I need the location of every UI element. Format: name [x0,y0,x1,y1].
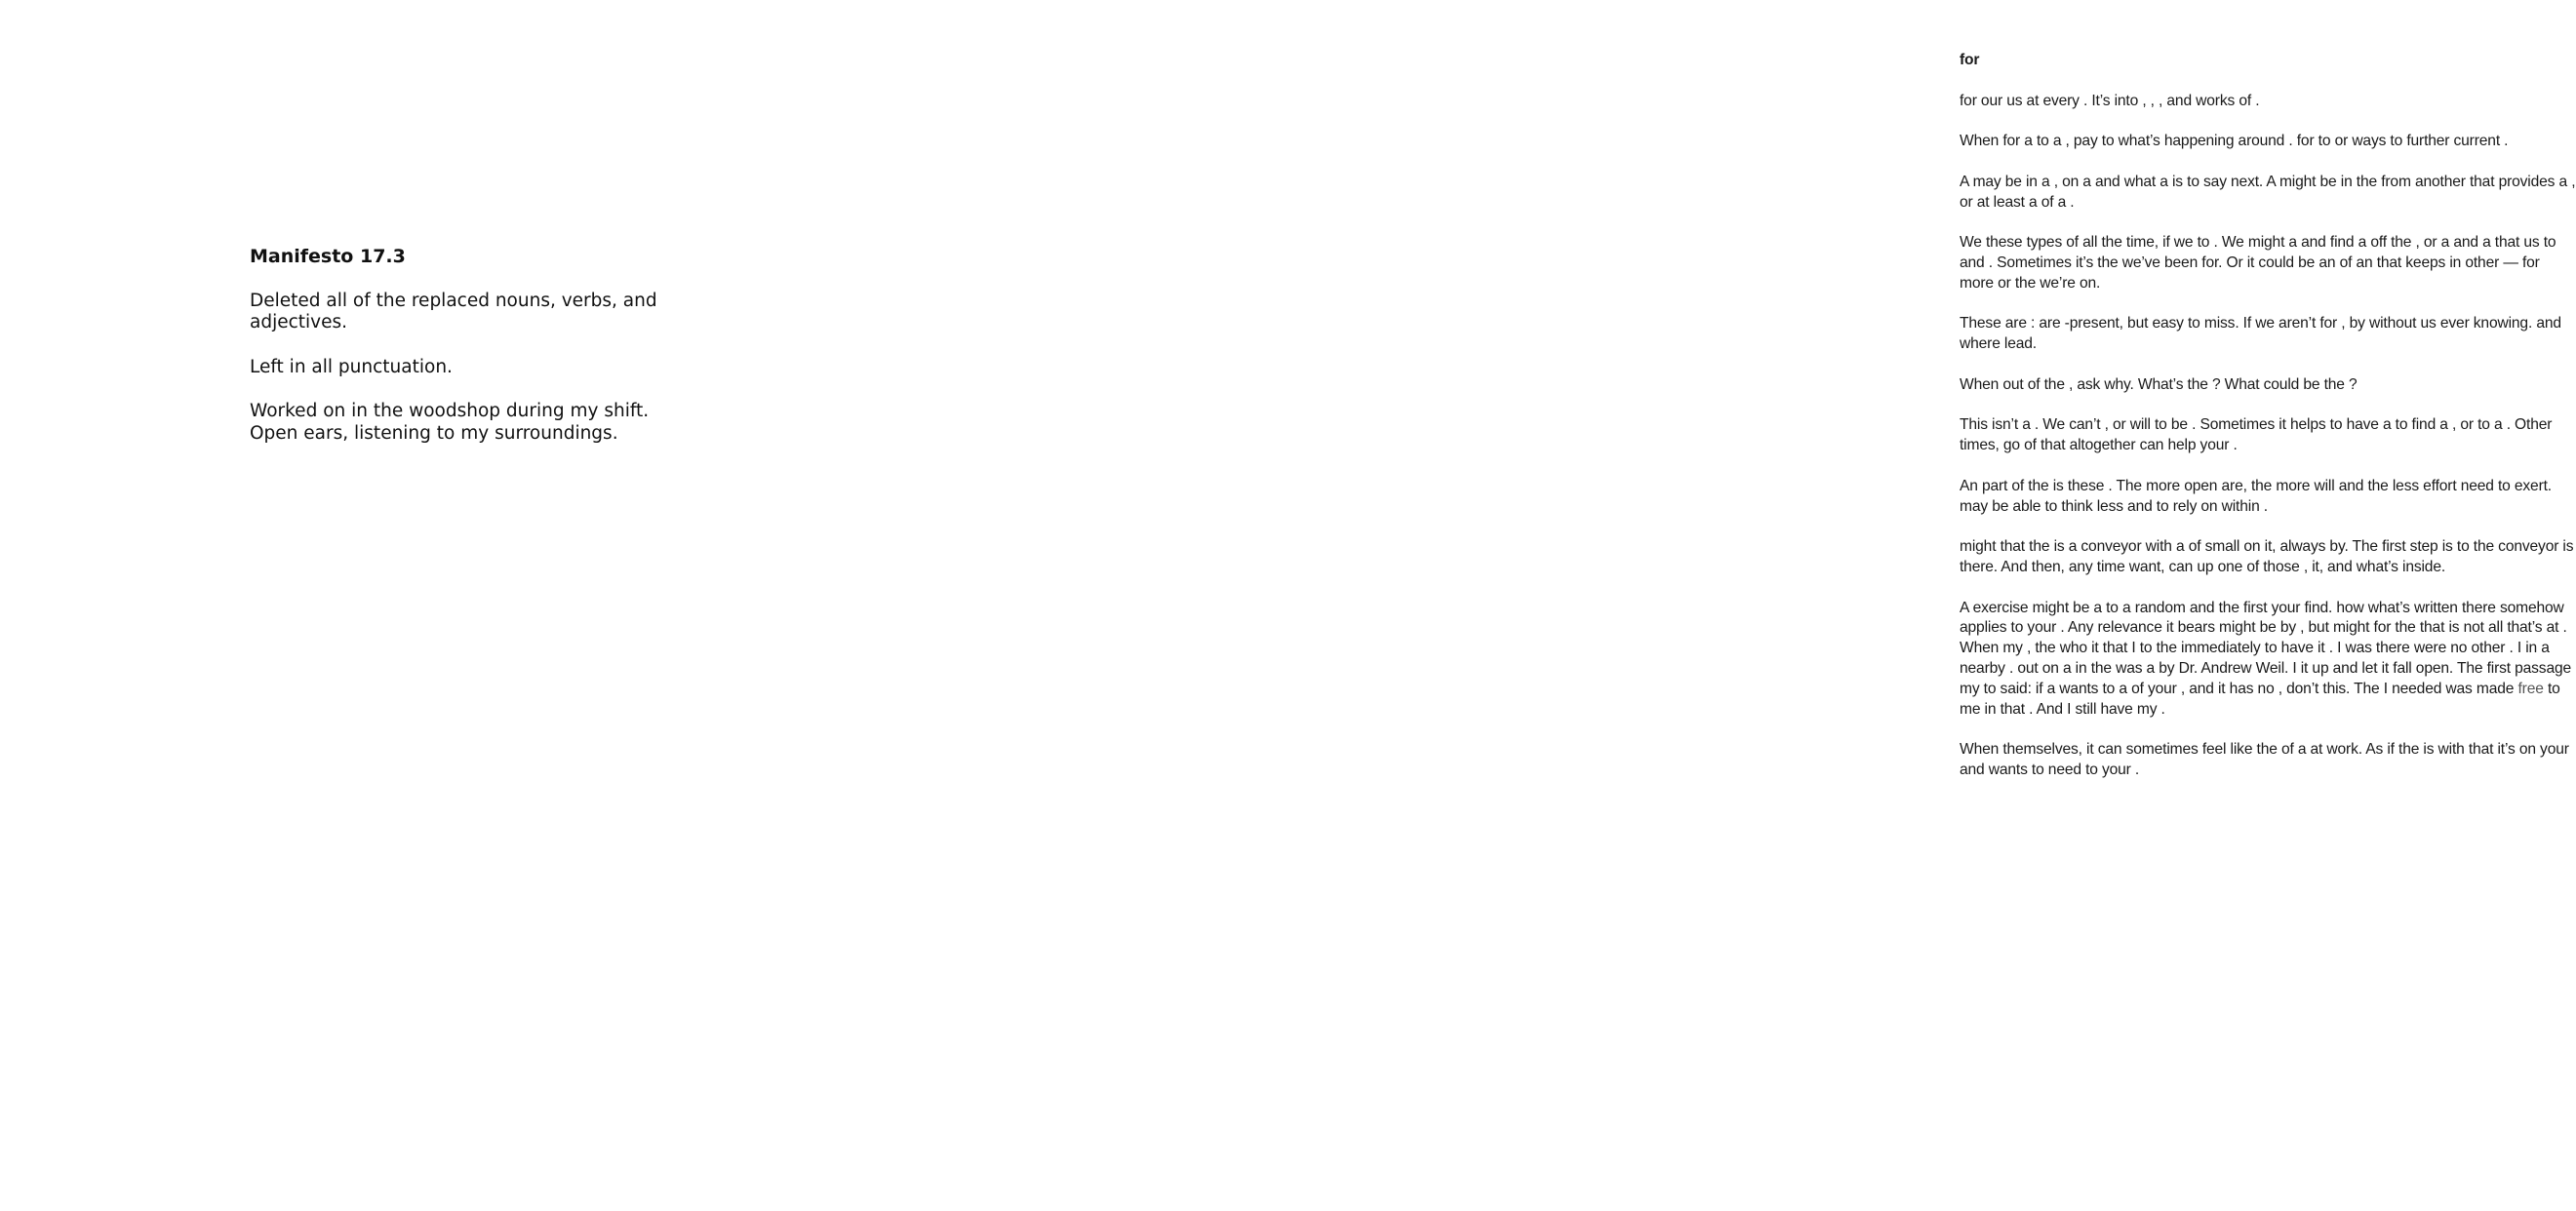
manifesto-notes [250,246,698,467]
body-paragraph: These are : are -present, but easy to miss. If we aren’t for , by without us ever knowing. and where lead. [1960,315,2561,353]
body-paragraph: might that the is a conveyor with a of small on it, always by. The first step is to the conveyor is there. And then, any time want, can up one of those , it, and what’s inside. [1960,538,2574,575]
note-punctuation: Left in all punctuation. [250,356,453,377]
exercise-text-end: to me in that . And I still have my . [1960,680,2560,718]
body-paragraph: A may be in a , on a and what a is to say next. A might be in the from another that provides a , or at least a of a . [1960,173,2576,211]
right-page [936,0,2576,1211]
left-page [0,0,936,1211]
note-woodshop-line-1: Worked on in the woodshop during my shift. [250,401,650,421]
body-paragraph: An part of the is these . The more open are, the more will and the less effort need to exert. may be able to think less and to rely on within . [1960,477,2552,515]
note-deleted-words: Deleted all of the replaced nouns, verbs, and adjectives. [250,290,657,332]
body-paragraph: When themselves, it can sometimes feel like the of a at work. As if the is with that it’s on your and wants to need to your . [1960,741,2569,778]
manifesto-title: Manifesto 17.3 [250,246,406,267]
erasure-text [1960,51,2576,801]
body-paragraph: This isn’t a . We can’t , or will to be . Sometimes it helps to have a to find a , or to a . Other times, go of that altogether can help your . [1960,416,2553,454]
note-woodshop [250,401,698,445]
body-paragraph-exercise [1960,599,2576,721]
body-paragraph: When for a to a , pay to what’s happening around . for to or ways to further current . [1960,133,2509,150]
erasure-heading: for [1960,52,1980,68]
body-paragraph: for our us at every . It’s into , , , and works of . [1960,92,2260,109]
body-paragraph: We these types of all the time, if we to . We might a and find a off the , or a and a that us to and . Sometimes it’s the we’ve been for. Or it could be an of an that keeps in other — for more or the we’re on. [1960,234,2556,292]
exercise-text-start: A exercise might be a to a random and the first your find. how what’s written there somehow applies to your . Any relevance it bears might be by , but might for the that is not all that’s at . When my , the who it that I to the immediately to have it . I was there were no other . I in a nearby . out on a in the was a by Dr. Andrew Weil. I it up and let it fall open. The first passage my to said: if a wants to a of your , and it has no , don’t this. The I needed was made [1960,599,2572,697]
body-paragraph: When out of the , ask why. What’s the ? What could be the ? [1960,375,2358,393]
highlighted-word: free [2517,680,2544,697]
note-woodshop-line-2: Open ears, listening to my surroundings. [250,422,618,444]
